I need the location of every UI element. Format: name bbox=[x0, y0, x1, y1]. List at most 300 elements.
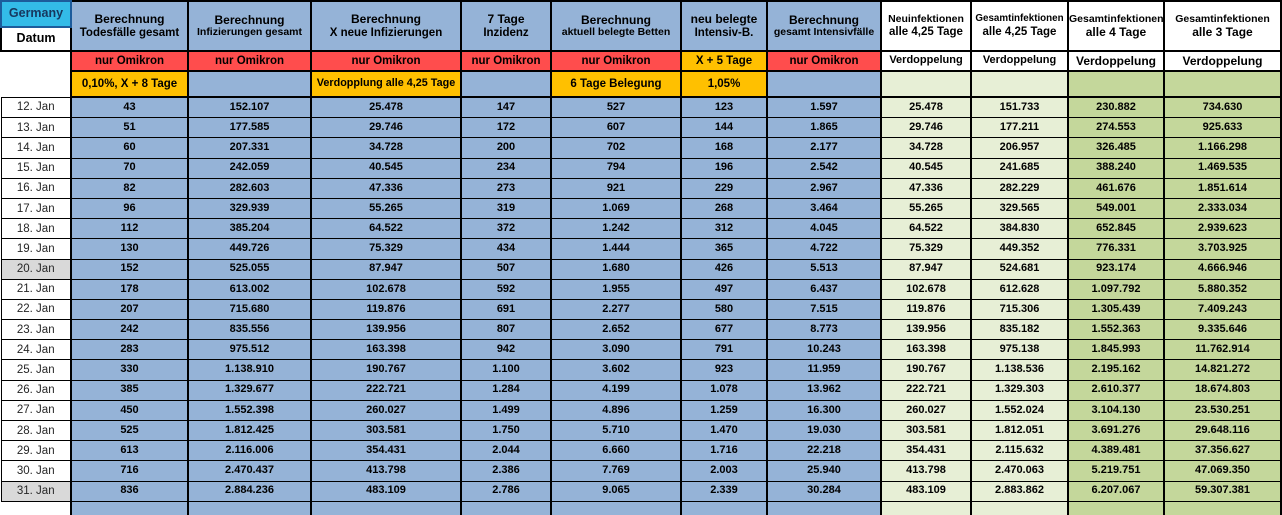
cell-gesamtinfektionen-4-25[interactable]: 975.138 bbox=[971, 340, 1068, 360]
cell-gesamtinfektionen-4[interactable]: 2.195.162 bbox=[1068, 360, 1164, 380]
cell-gesamtinfektionen-3[interactable]: 18.674.803 bbox=[1164, 380, 1281, 400]
cell-todesfaelle-gesamt[interactable]: 283 bbox=[71, 340, 188, 360]
cell-gesamtinfektionen-4-25[interactable]: 2.470.063 bbox=[971, 461, 1068, 481]
cell-gesamt-intensivfaelle[interactable]: 7.515 bbox=[767, 299, 881, 319]
date-cell[interactable]: 26. Jan bbox=[1, 380, 71, 400]
cell-gesamtinfektionen-3[interactable]: 7.409.243 bbox=[1164, 299, 1281, 319]
empty-cell[interactable] bbox=[1, 51, 71, 71]
cell-gesamtinfektionen-4-25[interactable]: 715.306 bbox=[971, 299, 1068, 319]
cell-gesamtinfektionen-4-25[interactable]: 151.733 bbox=[971, 97, 1068, 118]
column-note-neu-belegte-intensiv[interactable]: 1,05% bbox=[681, 71, 767, 97]
cell-x-neue-infizierungen[interactable]: 29.746 bbox=[311, 118, 461, 138]
column-header-line1: Gesamtinfektionen bbox=[1069, 12, 1164, 25]
partial-row-cell[interactable] bbox=[71, 501, 188, 515]
cell-gesamtinfektionen-3[interactable]: 47.069.350 bbox=[1164, 461, 1281, 481]
column-header-line2: alle 4,25 Tage bbox=[889, 25, 963, 38]
cell-gesamtinfektionen-3[interactable]: 2.939.623 bbox=[1164, 219, 1281, 239]
cell-todesfaelle-gesamt[interactable]: 152 bbox=[71, 259, 188, 279]
column-note-gesamtinfektionen-3[interactable] bbox=[1164, 71, 1281, 97]
cell-gesamt-intensivfaelle[interactable]: 2.542 bbox=[767, 158, 881, 178]
cell-gesamtinfektionen-4[interactable]: 776.331 bbox=[1068, 239, 1164, 259]
cell-gesamtinfektionen-4-25[interactable]: 177.211 bbox=[971, 118, 1068, 138]
cell-gesamtinfektionen-4-25[interactable]: 524.681 bbox=[971, 259, 1068, 279]
cell-aktuell-belegte-betten[interactable]: 1.955 bbox=[551, 279, 681, 299]
cell-gesamtinfektionen-3[interactable]: 11.762.914 bbox=[1164, 340, 1281, 360]
cell-x-neue-infizierungen[interactable]: 25.478 bbox=[311, 97, 461, 118]
cell-infizierungen-gesamt[interactable]: 525.055 bbox=[188, 259, 311, 279]
cell-gesamtinfektionen-4[interactable]: 1.097.792 bbox=[1068, 279, 1164, 299]
cell-gesamt-intensivfaelle[interactable]: 13.962 bbox=[767, 380, 881, 400]
date-cell[interactable]: 20. Jan bbox=[1, 259, 71, 279]
cell-infizierungen-gesamt[interactable]: 1.138.910 bbox=[188, 360, 311, 380]
cell-neu-belegte-intensiv[interactable]: 1.259 bbox=[681, 400, 767, 420]
cell-gesamt-intensivfaelle[interactable]: 4.045 bbox=[767, 219, 881, 239]
cell-neu-belegte-intensiv[interactable]: 144 bbox=[681, 118, 767, 138]
cell-gesamt-intensivfaelle[interactable]: 11.959 bbox=[767, 360, 881, 380]
cell-gesamtinfektionen-3[interactable]: 925.633 bbox=[1164, 118, 1281, 138]
cell-aktuell-belegte-betten[interactable]: 5.710 bbox=[551, 421, 681, 441]
cell-neuinfektionen-4-25[interactable]: 29.746 bbox=[881, 118, 971, 138]
cell-aktuell-belegte-betten[interactable]: 9.065 bbox=[551, 481, 681, 501]
column-header-line1: Berechnung bbox=[214, 12, 285, 27]
date-cell[interactable]: 29. Jan bbox=[1, 441, 71, 461]
cell-gesamtinfektionen-4[interactable]: 5.219.751 bbox=[1068, 461, 1164, 481]
partial-row-cell[interactable] bbox=[881, 501, 971, 515]
partial-row-cell[interactable] bbox=[551, 501, 681, 515]
column-note-todesfaelle-gesamt[interactable]: 0,10%, X + 8 Tage bbox=[71, 71, 188, 97]
cell-neuinfektionen-4-25[interactable]: 483.109 bbox=[881, 481, 971, 501]
partial-row-cell[interactable] bbox=[461, 501, 551, 515]
date-cell[interactable]: 22. Jan bbox=[1, 299, 71, 319]
cell-gesamtinfektionen-4-25[interactable]: 206.957 bbox=[971, 138, 1068, 158]
cell-gesamtinfektionen-4[interactable]: 3.691.276 bbox=[1068, 421, 1164, 441]
cell-infizierungen-gesamt[interactable]: 835.556 bbox=[188, 320, 311, 340]
cell-infizierungen-gesamt[interactable]: 613.002 bbox=[188, 279, 311, 299]
cell-aktuell-belegte-betten[interactable]: 2.277 bbox=[551, 299, 681, 319]
cell-todesfaelle-gesamt[interactable]: 242 bbox=[71, 320, 188, 340]
cell-gesamt-intensivfaelle[interactable]: 1.865 bbox=[767, 118, 881, 138]
cell-aktuell-belegte-betten[interactable]: 921 bbox=[551, 178, 681, 198]
cell-todesfaelle-gesamt[interactable]: 112 bbox=[71, 219, 188, 239]
date-cell[interactable]: 31. Jan bbox=[1, 481, 71, 501]
column-header-aktuell-belegte-betten[interactable] bbox=[551, 1, 681, 51]
cell-gesamtinfektionen-4[interactable]: 326.485 bbox=[1068, 138, 1164, 158]
date-cell[interactable]: 21. Jan bbox=[1, 279, 71, 299]
cell-x-neue-infizierungen[interactable]: 34.728 bbox=[311, 138, 461, 158]
cell-infizierungen-gesamt[interactable]: 2.884.236 bbox=[188, 481, 311, 501]
cell-gesamtinfektionen-3[interactable]: 59.307.381 bbox=[1164, 481, 1281, 501]
cell-todesfaelle-gesamt[interactable]: 51 bbox=[71, 118, 188, 138]
cell-gesamtinfektionen-4-25[interactable]: 1.812.051 bbox=[971, 421, 1068, 441]
cell-gesamt-intensivfaelle[interactable]: 1.597 bbox=[767, 97, 881, 118]
cell-gesamtinfektionen-4[interactable]: 1.552.363 bbox=[1068, 320, 1164, 340]
cell-gesamtinfektionen-3[interactable]: 37.356.627 bbox=[1164, 441, 1281, 461]
cell-neu-belegte-intensiv[interactable]: 426 bbox=[681, 259, 767, 279]
cell-neu-belegte-intensiv[interactable]: 580 bbox=[681, 299, 767, 319]
cell-gesamtinfektionen-3[interactable]: 23.530.251 bbox=[1164, 400, 1281, 420]
cell-aktuell-belegte-betten[interactable]: 6.660 bbox=[551, 441, 681, 461]
cell-aktuell-belegte-betten[interactable]: 1.069 bbox=[551, 198, 681, 218]
date-cell[interactable]: 13. Jan bbox=[1, 118, 71, 138]
cell-infizierungen-gesamt[interactable]: 1.552.398 bbox=[188, 400, 311, 420]
column-subheader-infizierungen-gesamt[interactable]: nur Omikron bbox=[188, 51, 311, 71]
cell-neu-belegte-intensiv[interactable]: 196 bbox=[681, 158, 767, 178]
cell-neu-belegte-intensiv[interactable]: 1.716 bbox=[681, 441, 767, 461]
cell-x-neue-infizierungen[interactable]: 163.398 bbox=[311, 340, 461, 360]
cell-infizierungen-gesamt[interactable]: 1.329.677 bbox=[188, 380, 311, 400]
column-subheader-neuinfektionen-4-25[interactable]: Verdoppelung bbox=[881, 51, 971, 71]
cell-todesfaelle-gesamt[interactable]: 385 bbox=[71, 380, 188, 400]
cell-infizierungen-gesamt[interactable]: 207.331 bbox=[188, 138, 311, 158]
cell-x-neue-infizierungen[interactable]: 40.545 bbox=[311, 158, 461, 178]
cell-neu-belegte-intensiv[interactable]: 2.003 bbox=[681, 461, 767, 481]
column-header-line1: 7 Tage bbox=[487, 12, 525, 27]
cell-gesamtinfektionen-3[interactable]: 5.880.352 bbox=[1164, 279, 1281, 299]
date-cell[interactable]: 30. Jan bbox=[1, 461, 71, 481]
cell-infizierungen-gesamt[interactable]: 152.107 bbox=[188, 97, 311, 118]
cell-sieben-tage-inzidenz[interactable]: 1.750 bbox=[461, 421, 551, 441]
cell-todesfaelle-gesamt[interactable]: 525 bbox=[71, 421, 188, 441]
cell-x-neue-infizierungen[interactable]: 483.109 bbox=[311, 481, 461, 501]
cell-todesfaelle-gesamt[interactable]: 178 bbox=[71, 279, 188, 299]
column-subheader-gesamtinfektionen-3[interactable]: Verdoppelung bbox=[1164, 51, 1281, 71]
cell-neuinfektionen-4-25[interactable]: 413.798 bbox=[881, 461, 971, 481]
partial-row-cell[interactable] bbox=[1, 501, 71, 515]
cell-gesamtinfektionen-3[interactable]: 1.166.298 bbox=[1164, 138, 1281, 158]
cell-aktuell-belegte-betten[interactable]: 1.680 bbox=[551, 259, 681, 279]
cell-neuinfektionen-4-25[interactable]: 102.678 bbox=[881, 279, 971, 299]
cell-sieben-tage-inzidenz[interactable]: 807 bbox=[461, 320, 551, 340]
cell-todesfaelle-gesamt[interactable]: 70 bbox=[71, 158, 188, 178]
date-cell[interactable]: 14. Jan bbox=[1, 138, 71, 158]
partial-row-cell[interactable] bbox=[1068, 501, 1164, 515]
cell-neuinfektionen-4-25[interactable]: 55.265 bbox=[881, 198, 971, 218]
cell-infizierungen-gesamt[interactable]: 2.470.437 bbox=[188, 461, 311, 481]
cell-sieben-tage-inzidenz[interactable]: 2.386 bbox=[461, 461, 551, 481]
column-note-neuinfektionen-4-25[interactable] bbox=[881, 71, 971, 97]
cell-sieben-tage-inzidenz[interactable]: 234 bbox=[461, 158, 551, 178]
cell-todesfaelle-gesamt[interactable]: 716 bbox=[71, 461, 188, 481]
column-note-gesamtinfektionen-4-25[interactable] bbox=[971, 71, 1068, 97]
date-cell[interactable]: 16. Jan bbox=[1, 178, 71, 198]
cell-gesamtinfektionen-3[interactable]: 734.630 bbox=[1164, 97, 1281, 118]
cell-x-neue-infizierungen[interactable]: 75.329 bbox=[311, 239, 461, 259]
cell-todesfaelle-gesamt[interactable]: 130 bbox=[71, 239, 188, 259]
cell-gesamtinfektionen-4-25[interactable]: 384.830 bbox=[971, 219, 1068, 239]
cell-x-neue-infizierungen[interactable]: 119.876 bbox=[311, 299, 461, 319]
column-header-line1: Gesamtinfektionen bbox=[1175, 12, 1270, 25]
cell-gesamtinfektionen-4[interactable]: 274.553 bbox=[1068, 118, 1164, 138]
cell-todesfaelle-gesamt[interactable]: 207 bbox=[71, 299, 188, 319]
cell-gesamtinfektionen-3[interactable]: 2.333.034 bbox=[1164, 198, 1281, 218]
column-header-sieben-tage-inzidenz[interactable] bbox=[461, 1, 551, 51]
cell-gesamtinfektionen-4[interactable]: 1.305.439 bbox=[1068, 299, 1164, 319]
column-header-line2: aktuell belegte Betten bbox=[561, 26, 671, 39]
cell-sieben-tage-inzidenz[interactable]: 2.786 bbox=[461, 481, 551, 501]
cell-gesamt-intensivfaelle[interactable]: 4.722 bbox=[767, 239, 881, 259]
cell-sieben-tage-inzidenz[interactable]: 372 bbox=[461, 219, 551, 239]
cell-neuinfektionen-4-25[interactable]: 303.581 bbox=[881, 421, 971, 441]
column-subheader-gesamtinfektionen-4-25[interactable]: Verdoppelung bbox=[971, 51, 1068, 71]
cell-x-neue-infizierungen[interactable]: 413.798 bbox=[311, 461, 461, 481]
cell-sieben-tage-inzidenz[interactable]: 147 bbox=[461, 97, 551, 118]
date-cell[interactable]: 25. Jan bbox=[1, 360, 71, 380]
cell-gesamtinfektionen-4[interactable]: 388.240 bbox=[1068, 158, 1164, 178]
cell-neu-belegte-intensiv[interactable]: 365 bbox=[681, 239, 767, 259]
cell-x-neue-infizierungen[interactable]: 303.581 bbox=[311, 421, 461, 441]
cell-infizierungen-gesamt[interactable]: 975.512 bbox=[188, 340, 311, 360]
cell-aktuell-belegte-betten[interactable]: 2.652 bbox=[551, 320, 681, 340]
column-note-x-neue-infizierungen[interactable]: Verdopplung alle 4,25 Tage bbox=[311, 71, 461, 97]
cell-gesamtinfektionen-4-25[interactable]: 2.115.632 bbox=[971, 441, 1068, 461]
cell-neuinfektionen-4-25[interactable]: 222.721 bbox=[881, 380, 971, 400]
cell-gesamtinfektionen-4-25[interactable]: 1.138.536 bbox=[971, 360, 1068, 380]
cell-x-neue-infizierungen[interactable]: 190.767 bbox=[311, 360, 461, 380]
date-cell[interactable]: 17. Jan bbox=[1, 198, 71, 218]
cell-neuinfektionen-4-25[interactable]: 64.522 bbox=[881, 219, 971, 239]
cell-gesamt-intensivfaelle[interactable]: 25.940 bbox=[767, 461, 881, 481]
cell-aktuell-belegte-betten[interactable]: 3.090 bbox=[551, 340, 681, 360]
column-subheader-todesfaelle-gesamt[interactable]: nur Omikron bbox=[71, 51, 188, 71]
cell-gesamt-intensivfaelle[interactable]: 5.513 bbox=[767, 259, 881, 279]
cell-infizierungen-gesamt[interactable]: 715.680 bbox=[188, 299, 311, 319]
column-note-aktuell-belegte-betten[interactable]: 6 Tage Belegung bbox=[551, 71, 681, 97]
cell-x-neue-infizierungen[interactable]: 102.678 bbox=[311, 279, 461, 299]
cell-infizierungen-gesamt[interactable]: 449.726 bbox=[188, 239, 311, 259]
cell-todesfaelle-gesamt[interactable]: 450 bbox=[71, 400, 188, 420]
partial-row-cell[interactable] bbox=[188, 501, 311, 515]
cell-gesamtinfektionen-4[interactable]: 4.389.481 bbox=[1068, 441, 1164, 461]
cell-sieben-tage-inzidenz[interactable]: 1.284 bbox=[461, 380, 551, 400]
cell-gesamtinfektionen-4-25[interactable]: 1.552.024 bbox=[971, 400, 1068, 420]
cell-neu-belegte-intensiv[interactable]: 1.470 bbox=[681, 421, 767, 441]
cell-gesamtinfektionen-4[interactable]: 2.610.377 bbox=[1068, 380, 1164, 400]
cell-infizierungen-gesamt[interactable]: 1.812.425 bbox=[188, 421, 311, 441]
cell-infizierungen-gesamt[interactable]: 329.939 bbox=[188, 198, 311, 218]
date-cell[interactable]: 12. Jan bbox=[1, 97, 71, 118]
cell-gesamtinfektionen-4-25[interactable]: 1.329.303 bbox=[971, 380, 1068, 400]
cell-sieben-tage-inzidenz[interactable]: 942 bbox=[461, 340, 551, 360]
cell-x-neue-infizierungen[interactable]: 222.721 bbox=[311, 380, 461, 400]
cell-gesamtinfektionen-3[interactable]: 9.335.646 bbox=[1164, 320, 1281, 340]
cell-neuinfektionen-4-25[interactable]: 40.545 bbox=[881, 158, 971, 178]
column-header-x-neue-infizierungen[interactable] bbox=[311, 1, 461, 51]
date-cell[interactable]: 27. Jan bbox=[1, 400, 71, 420]
column-subheader-sieben-tage-inzidenz[interactable]: nur Omikron bbox=[461, 51, 551, 71]
cell-sieben-tage-inzidenz[interactable]: 1.100 bbox=[461, 360, 551, 380]
cell-todesfaelle-gesamt[interactable]: 60 bbox=[71, 138, 188, 158]
cell-neuinfektionen-4-25[interactable]: 163.398 bbox=[881, 340, 971, 360]
column-header-neuinfektionen-4-25[interactable] bbox=[881, 1, 971, 51]
cell-gesamtinfektionen-3[interactable]: 4.666.946 bbox=[1164, 259, 1281, 279]
cell-todesfaelle-gesamt[interactable]: 82 bbox=[71, 178, 188, 198]
cell-aktuell-belegte-betten[interactable]: 794 bbox=[551, 158, 681, 178]
cell-gesamtinfektionen-4-25[interactable]: 241.685 bbox=[971, 158, 1068, 178]
cell-todesfaelle-gesamt[interactable]: 330 bbox=[71, 360, 188, 380]
cell-gesamt-intensivfaelle[interactable]: 16.300 bbox=[767, 400, 881, 420]
cell-neu-belegte-intensiv[interactable]: 2.339 bbox=[681, 481, 767, 501]
cell-sieben-tage-inzidenz[interactable]: 172 bbox=[461, 118, 551, 138]
cell-gesamtinfektionen-4-25[interactable]: 2.883.862 bbox=[971, 481, 1068, 501]
cell-gesamtinfektionen-4[interactable]: 549.001 bbox=[1068, 198, 1164, 218]
column-note-gesamtinfektionen-4[interactable] bbox=[1068, 71, 1164, 97]
date-cell[interactable]: 23. Jan bbox=[1, 320, 71, 340]
cell-gesamt-intensivfaelle[interactable]: 2.967 bbox=[767, 178, 881, 198]
cell-aktuell-belegte-betten[interactable]: 1.444 bbox=[551, 239, 681, 259]
cell-gesamt-intensivfaelle[interactable]: 22.218 bbox=[767, 441, 881, 461]
cell-aktuell-belegte-betten[interactable]: 702 bbox=[551, 138, 681, 158]
cell-neu-belegte-intensiv[interactable]: 312 bbox=[681, 219, 767, 239]
column-header-gesamt-intensivfaelle[interactable] bbox=[767, 1, 881, 51]
cell-gesamtinfektionen-3[interactable]: 1.469.535 bbox=[1164, 158, 1281, 178]
cell-neu-belegte-intensiv[interactable]: 497 bbox=[681, 279, 767, 299]
date-cell[interactable]: 28. Jan bbox=[1, 421, 71, 441]
column-note-sieben-tage-inzidenz[interactable] bbox=[461, 71, 551, 97]
cell-gesamtinfektionen-4-25[interactable]: 449.352 bbox=[971, 239, 1068, 259]
cell-sieben-tage-inzidenz[interactable]: 200 bbox=[461, 138, 551, 158]
cell-gesamtinfektionen-4[interactable]: 3.104.130 bbox=[1068, 400, 1164, 420]
partial-row-cell[interactable] bbox=[311, 501, 461, 515]
cell-neuinfektionen-4-25[interactable]: 119.876 bbox=[881, 299, 971, 319]
column-header-gesamtinfektionen-3[interactable] bbox=[1164, 1, 1281, 51]
column-subheader-gesamtinfektionen-4[interactable]: Verdoppelung bbox=[1068, 51, 1164, 71]
column-header-infizierungen-gesamt[interactable] bbox=[188, 1, 311, 51]
cell-infizierungen-gesamt[interactable]: 2.116.006 bbox=[188, 441, 311, 461]
date-cell[interactable]: 15. Jan bbox=[1, 158, 71, 178]
cell-gesamtinfektionen-4[interactable]: 1.845.993 bbox=[1068, 340, 1164, 360]
date-column-header[interactable]: Datum bbox=[1, 27, 71, 51]
cell-x-neue-infizierungen[interactable]: 87.947 bbox=[311, 259, 461, 279]
cell-neu-belegte-intensiv[interactable]: 268 bbox=[681, 198, 767, 218]
cell-todesfaelle-gesamt[interactable]: 43 bbox=[71, 97, 188, 118]
cell-infizierungen-gesamt[interactable]: 385.204 bbox=[188, 219, 311, 239]
cell-gesamtinfektionen-4[interactable]: 923.174 bbox=[1068, 259, 1164, 279]
cell-neuinfektionen-4-25[interactable]: 34.728 bbox=[881, 138, 971, 158]
cell-neu-belegte-intensiv[interactable]: 229 bbox=[681, 178, 767, 198]
cell-gesamt-intensivfaelle[interactable]: 19.030 bbox=[767, 421, 881, 441]
cell-x-neue-infizierungen[interactable]: 260.027 bbox=[311, 400, 461, 420]
column-subheader-gesamt-intensivfaelle[interactable]: nur Omikron bbox=[767, 51, 881, 71]
date-cell[interactable]: 18. Jan bbox=[1, 219, 71, 239]
cell-gesamt-intensivfaelle[interactable]: 2.177 bbox=[767, 138, 881, 158]
column-note-gesamt-intensivfaelle[interactable] bbox=[767, 71, 881, 97]
cell-sieben-tage-inzidenz[interactable]: 2.044 bbox=[461, 441, 551, 461]
sheet-title-cell[interactable]: Germany bbox=[1, 1, 71, 27]
cell-x-neue-infizierungen[interactable]: 64.522 bbox=[311, 219, 461, 239]
cell-gesamt-intensivfaelle[interactable]: 30.284 bbox=[767, 481, 881, 501]
cell-gesamtinfektionen-3[interactable]: 3.703.925 bbox=[1164, 239, 1281, 259]
cell-neuinfektionen-4-25[interactable]: 75.329 bbox=[881, 239, 971, 259]
cell-aktuell-belegte-betten[interactable]: 4.896 bbox=[551, 400, 681, 420]
cell-todesfaelle-gesamt[interactable]: 96 bbox=[71, 198, 188, 218]
column-header-neu-belegte-intensiv[interactable] bbox=[681, 1, 767, 51]
partial-row-cell[interactable] bbox=[767, 501, 881, 515]
cell-aktuell-belegte-betten[interactable]: 1.242 bbox=[551, 219, 681, 239]
cell-neu-belegte-intensiv[interactable]: 123 bbox=[681, 97, 767, 118]
date-cell[interactable]: 24. Jan bbox=[1, 340, 71, 360]
cell-gesamt-intensivfaelle[interactable]: 6.437 bbox=[767, 279, 881, 299]
cell-neuinfektionen-4-25[interactable]: 354.431 bbox=[881, 441, 971, 461]
date-cell[interactable]: 19. Jan bbox=[1, 239, 71, 259]
column-header-gesamtinfektionen-4-25[interactable] bbox=[971, 1, 1068, 51]
column-subheader-x-neue-infizierungen[interactable]: nur Omikron bbox=[311, 51, 461, 71]
column-subheader-aktuell-belegte-betten[interactable]: nur Omikron bbox=[551, 51, 681, 71]
cell-gesamtinfektionen-4[interactable]: 461.676 bbox=[1068, 178, 1164, 198]
column-header-gesamtinfektionen-4[interactable] bbox=[1068, 1, 1164, 51]
cell-aktuell-belegte-betten[interactable]: 7.769 bbox=[551, 461, 681, 481]
cell-infizierungen-gesamt[interactable]: 242.059 bbox=[188, 158, 311, 178]
cell-x-neue-infizierungen[interactable]: 139.956 bbox=[311, 320, 461, 340]
cell-gesamtinfektionen-4[interactable]: 6.207.067 bbox=[1068, 481, 1164, 501]
column-header-line2: alle 3 Tage bbox=[1192, 24, 1253, 39]
cell-x-neue-infizierungen[interactable]: 47.336 bbox=[311, 178, 461, 198]
cell-sieben-tage-inzidenz[interactable]: 592 bbox=[461, 279, 551, 299]
cell-sieben-tage-inzidenz[interactable]: 1.499 bbox=[461, 400, 551, 420]
cell-aktuell-belegte-betten[interactable]: 3.602 bbox=[551, 360, 681, 380]
cell-gesamt-intensivfaelle[interactable]: 10.243 bbox=[767, 340, 881, 360]
column-note-infizierungen-gesamt[interactable] bbox=[188, 71, 311, 97]
cell-gesamtinfektionen-4-25[interactable]: 612.628 bbox=[971, 279, 1068, 299]
cell-gesamtinfektionen-3[interactable]: 14.821.272 bbox=[1164, 360, 1281, 380]
cell-gesamt-intensivfaelle[interactable]: 8.773 bbox=[767, 320, 881, 340]
cell-neu-belegte-intensiv[interactable]: 1.078 bbox=[681, 380, 767, 400]
partial-row-cell[interactable] bbox=[971, 501, 1068, 515]
cell-x-neue-infizierungen[interactable]: 55.265 bbox=[311, 198, 461, 218]
cell-neuinfektionen-4-25[interactable]: 47.336 bbox=[881, 178, 971, 198]
cell-x-neue-infizierungen[interactable]: 354.431 bbox=[311, 441, 461, 461]
cell-neuinfektionen-4-25[interactable]: 139.956 bbox=[881, 320, 971, 340]
partial-row-cell[interactable] bbox=[681, 501, 767, 515]
cell-aktuell-belegte-betten[interactable]: 527 bbox=[551, 97, 681, 118]
empty-cell[interactable] bbox=[1, 71, 71, 97]
cell-neu-belegte-intensiv[interactable]: 791 bbox=[681, 340, 767, 360]
cell-sieben-tage-inzidenz[interactable]: 273 bbox=[461, 178, 551, 198]
cell-gesamtinfektionen-4-25[interactable]: 282.229 bbox=[971, 178, 1068, 198]
column-header-line1: Berechnung bbox=[788, 12, 859, 27]
cell-gesamtinfektionen-4-25[interactable]: 835.182 bbox=[971, 320, 1068, 340]
column-subheader-neu-belegte-intensiv[interactable]: X + 5 Tage bbox=[681, 51, 767, 71]
cell-aktuell-belegte-betten[interactable]: 607 bbox=[551, 118, 681, 138]
cell-infizierungen-gesamt[interactable]: 282.603 bbox=[188, 178, 311, 198]
cell-sieben-tage-inzidenz[interactable]: 434 bbox=[461, 239, 551, 259]
cell-sieben-tage-inzidenz[interactable]: 319 bbox=[461, 198, 551, 218]
cell-gesamtinfektionen-3[interactable]: 1.851.614 bbox=[1164, 178, 1281, 198]
cell-neuinfektionen-4-25[interactable]: 260.027 bbox=[881, 400, 971, 420]
column-header-line1: neu belegte bbox=[690, 12, 758, 27]
cell-todesfaelle-gesamt[interactable]: 613 bbox=[71, 441, 188, 461]
cell-gesamtinfektionen-4-25[interactable]: 329.565 bbox=[971, 198, 1068, 218]
partial-row-cell[interactable] bbox=[1164, 501, 1281, 515]
cell-sieben-tage-inzidenz[interactable]: 507 bbox=[461, 259, 551, 279]
cell-infizierungen-gesamt[interactable]: 177.585 bbox=[188, 118, 311, 138]
column-header-line2: Infizierungen gesamt bbox=[196, 26, 302, 39]
cell-neuinfektionen-4-25[interactable]: 25.478 bbox=[881, 97, 971, 118]
cell-neuinfektionen-4-25[interactable]: 190.767 bbox=[881, 360, 971, 380]
cell-neu-belegte-intensiv[interactable]: 677 bbox=[681, 320, 767, 340]
cell-todesfaelle-gesamt[interactable]: 836 bbox=[71, 481, 188, 501]
cell-sieben-tage-inzidenz[interactable]: 691 bbox=[461, 299, 551, 319]
column-header-line2: alle 4 Tage bbox=[1085, 24, 1147, 39]
cell-gesamtinfektionen-3[interactable]: 29.648.116 bbox=[1164, 421, 1281, 441]
cell-neuinfektionen-4-25[interactable]: 87.947 bbox=[881, 259, 971, 279]
column-header-todesfaelle-gesamt[interactable] bbox=[71, 1, 188, 51]
cell-gesamt-intensivfaelle[interactable]: 3.464 bbox=[767, 198, 881, 218]
cell-neu-belegte-intensiv[interactable]: 923 bbox=[681, 360, 767, 380]
cell-gesamtinfektionen-4[interactable]: 652.845 bbox=[1068, 219, 1164, 239]
cell-aktuell-belegte-betten[interactable]: 4.199 bbox=[551, 380, 681, 400]
cell-neu-belegte-intensiv[interactable]: 168 bbox=[681, 138, 767, 158]
cell-gesamtinfektionen-4[interactable]: 230.882 bbox=[1068, 97, 1164, 118]
